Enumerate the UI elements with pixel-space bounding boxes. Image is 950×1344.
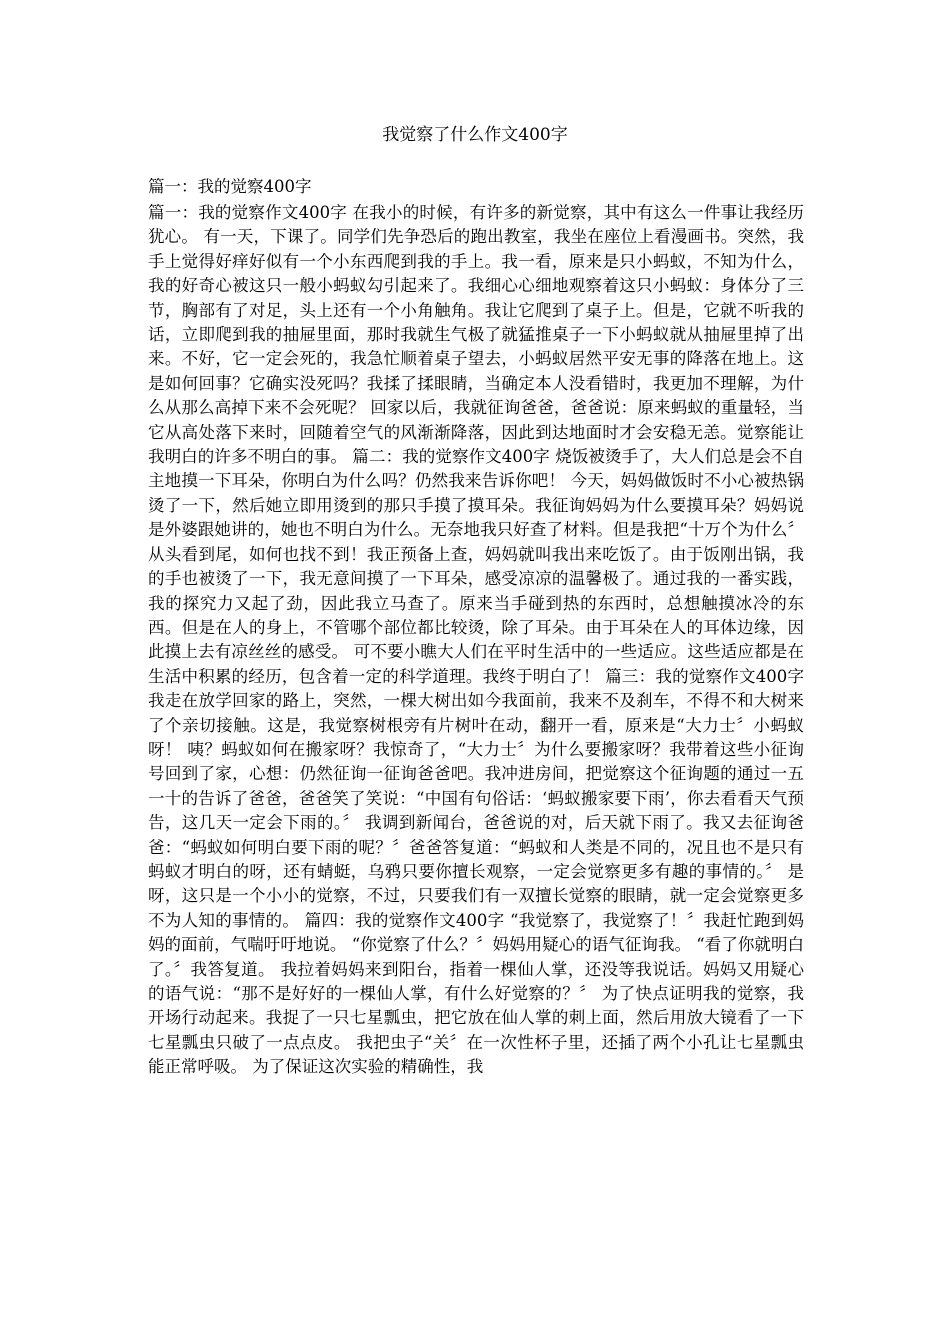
body-paragraph: 篇一：我的觉察作文400字 在我小的时候，有许多的新觉察，其中有这么一件事让我经历犹心。 有一天，下课了。同学们先争恐后的跑出教室，我坐在座位上看漫画书。突然，我手上觉得好痒好似有一个小东西爬到我的手上。我一看，原来是只小蚂蚁，不知为什么，我的好奇心被这只一般小蚂蚁勾引起来了。我细心心细地观察着这只小蚂蚁：身体分了三节，胸部有了对足，头上还有一个小角触角。我让它爬到了桌子上。但是，它就不听我的话，立即爬到我的抽屉里面，那时我就生气极了就猛推桌子一下小蚂蚁就从抽屉里掉了出来。不好，它一定会死的，我急忙顺着桌子望去，小蚂蚁居然平安无事的降落在地上。这是如何回事？它确实没死吗？我揉了揉眼睛，当确定本人没看错时，我更加不理解，为什么从那么高掉下来不会死呢？ 回家以后，我就征询爸爸，爸爸说：原来蚂蚁的重量轻，当它从高处落下来时，回随着空气的风渐渐降落，因此到达地面时才会安稳无恙。觉察能让我明白的许多不明白的事。 篇二：我的觉察作文400字 烧饭被烫手了，大人们总是会不自主地摸一下耳朵，你明白为什么吗？仍然我来告诉你吧！ 今天，妈妈做饭时不小心被热锅烫了一下，然后她立即用烫到的那只手摸了摸耳朵。我征询妈妈为什么要摸耳朵？妈妈说是外婆跟她讲的，她也不明白为什么。无奈地我只好查了材料。但是我把“十万个为什么〞从头看到尾，如何也找不到！我正预备上查，妈妈就叫我出来吃饭了。由于饭刚出锅，我的手也被烫了一下，我无意间摸了一下耳朵，感受凉凉的温馨极了。通过我的一番实践，我的探究力又起了劲，因此我立马查了。原来当手碰到热的东西时，总想触摸冰冷的东西。但是在人的身上，不管哪个部位都比较烫，除了耳朵。由于耳朵在人的耳体边缘，因此摸上去有凉丝丝的感受。 可不要小瞧大人们在平时生活中的一些适应。这些适应都是在生活中积累的经历，包含着一定的科学道理。我终于明白了！ 篇三：我的觉察作文400字 我走在放学回家的路上，突然，一棵大树出如今我面前，我来不及刹车，不得不和大树来了个亲切接触。这是，我觉察树根旁有片树叶在动，翻开一看，原来是“大力士〞小蚂蚁呀！ 咦？蚂蚁如何在搬家呀？我惊奇了，“大力士〞为什么要搬家呀？我带着这些小征询号回到了家，心想：仍然征询一征询爸爸吧。我冲进房间，把觉察这个征询题的通过一五一十的告诉了爸爸，爸爸笑了笑说：“中国有句俗话：‘蚂蚁搬家要下雨’，你去看看天气预告，这几天一定会下雨的。〞 我调到新闻台，爸爸说的对，后天就下雨了。我又去征询爸爸：“蚂蚁如何明白要下雨的呢？〞爸爸答复道：“蚂蚁和人类是不同的，况且也不是只有蚂蚁才明白的呀，还有蜻蜓，乌鸦只要你擅长观察，一定会觉察更多有趣的事情的。〞 是呀，这只是一个小小的觉察，不过，只要我们有一双擅长觉察的眼睛，就一定会觉察更多不为人知的事情的。 篇四：我的觉察作文400字 “我觉察了，我觉察了！〞我赶忙跑到妈妈的面前，气喘吁吁地说。 “你觉察了什么？〞妈妈用疑心的语气征询我。 “看了你就明白了。〞我答复道。 我拉着妈妈来到阳台，指着一棵仙人掌，还没等我说话。妈妈又用疑心的语气说：“那不是好好的一棵仙人掌，有什么好觉察的？〞 为了快点证明我的觉察，我开场行动起来。我捉了一只七星瓢虫，把它放在仙人掌的刺上面，然后用放大镜看了一下七星瓢虫只破了一点点皮。 我把虫子“关〞在一次性杯子里，还插了两个小孔让七星瓢虫能正常呼吸。 为了保证这次实验的精确性，我 bbox=[148, 203, 804, 1077]
section-heading: 篇一：我的觉察400字 bbox=[148, 177, 312, 196]
document-title: 我觉察了什么作文400字 bbox=[382, 125, 568, 145]
